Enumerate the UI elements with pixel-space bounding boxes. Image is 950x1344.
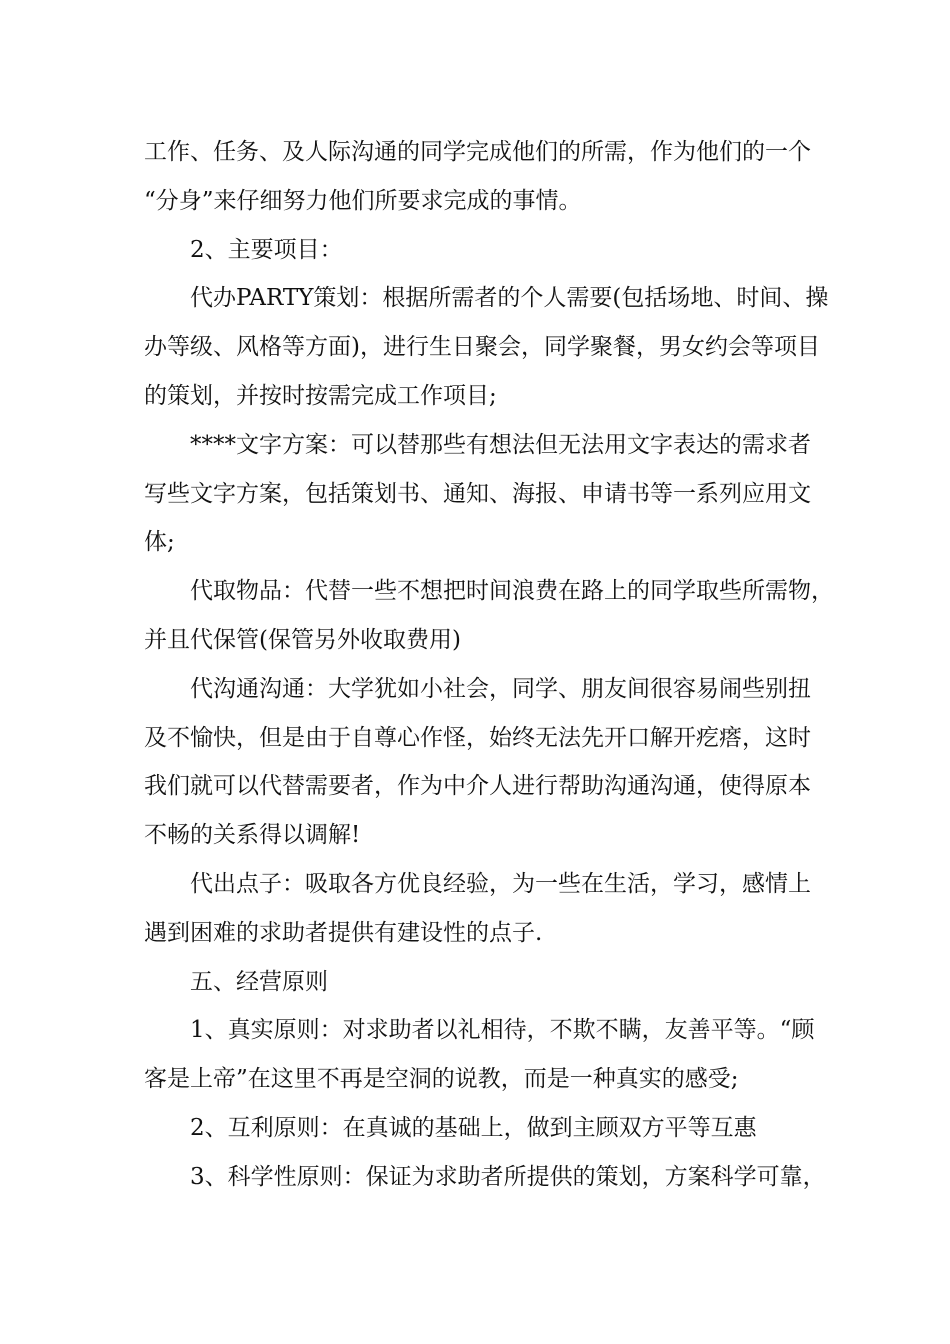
text-line: 3、科学性原则：保证为求助者所提供的策划，方案科学可靠， — [190, 1163, 826, 1190]
text-line: 代出点子：吸取各方优良经验，为一些在生活，学习，感情上 — [190, 870, 811, 897]
text-line: ****文字方案：可以替那些有想法但无法用文字表达的需求者 — [190, 431, 811, 458]
section-heading: 五、经营原则 — [190, 968, 328, 995]
text-line: 代沟通沟通：大学犹如小社会，同学、朋友间很容易闹些别扭 — [190, 675, 811, 702]
text-line: “分身”来仔细努力他们所要求完成的事情。 — [144, 187, 582, 214]
text-line: 客是上帝”在这里不再是空洞的说教，而是一种真实的感受; — [144, 1066, 739, 1093]
text-line: 及不愉快，但是由于自尊心作怪，始终无法先开口解开疙瘩，这时 — [144, 724, 811, 751]
text-line: 办等级、风格等方面)，进行生日聚会，同学聚餐，男女约会等项目 — [144, 334, 820, 361]
text-line: 我们就可以代替需要者，作为中介人进行帮助沟通沟通，使得原本 — [144, 773, 811, 800]
document-body — [144, 128, 834, 1202]
text-line: 工作、任务、及人际沟通的同学完成他们的所需，作为他们的一个 — [144, 139, 811, 165]
text-line: 代取物品：代替一些不想把时间浪费在路上的同学取些所需物， — [190, 578, 834, 605]
text-line: 1、真实原则：对求助者以礼相待，不欺不瞒，友善平等。“顾 — [190, 1017, 815, 1044]
text-line: 不畅的关系得以调解! — [144, 822, 361, 849]
section-heading: 2、主要项目： — [190, 236, 343, 263]
text-line: 2、互利原则：在真诚的基础上，做到主顾双方平等互惠 — [190, 1114, 757, 1141]
text-line: 写些文字方案，包括策划书、通知、海报、申请书等一系列应用文 — [144, 480, 811, 507]
text-line: 体; — [144, 529, 175, 556]
text-line: 遇到困难的求助者提供有建设性的点子. — [144, 919, 543, 946]
text-line: 代办PARTY策划：根据所需者的个人需要(包括场地、时间、操 — [190, 285, 829, 312]
text-line: 的策划，并按时按需完成工作项目; — [144, 382, 497, 409]
text-line: 并且代保管(保管另外收取费用) — [144, 626, 461, 653]
